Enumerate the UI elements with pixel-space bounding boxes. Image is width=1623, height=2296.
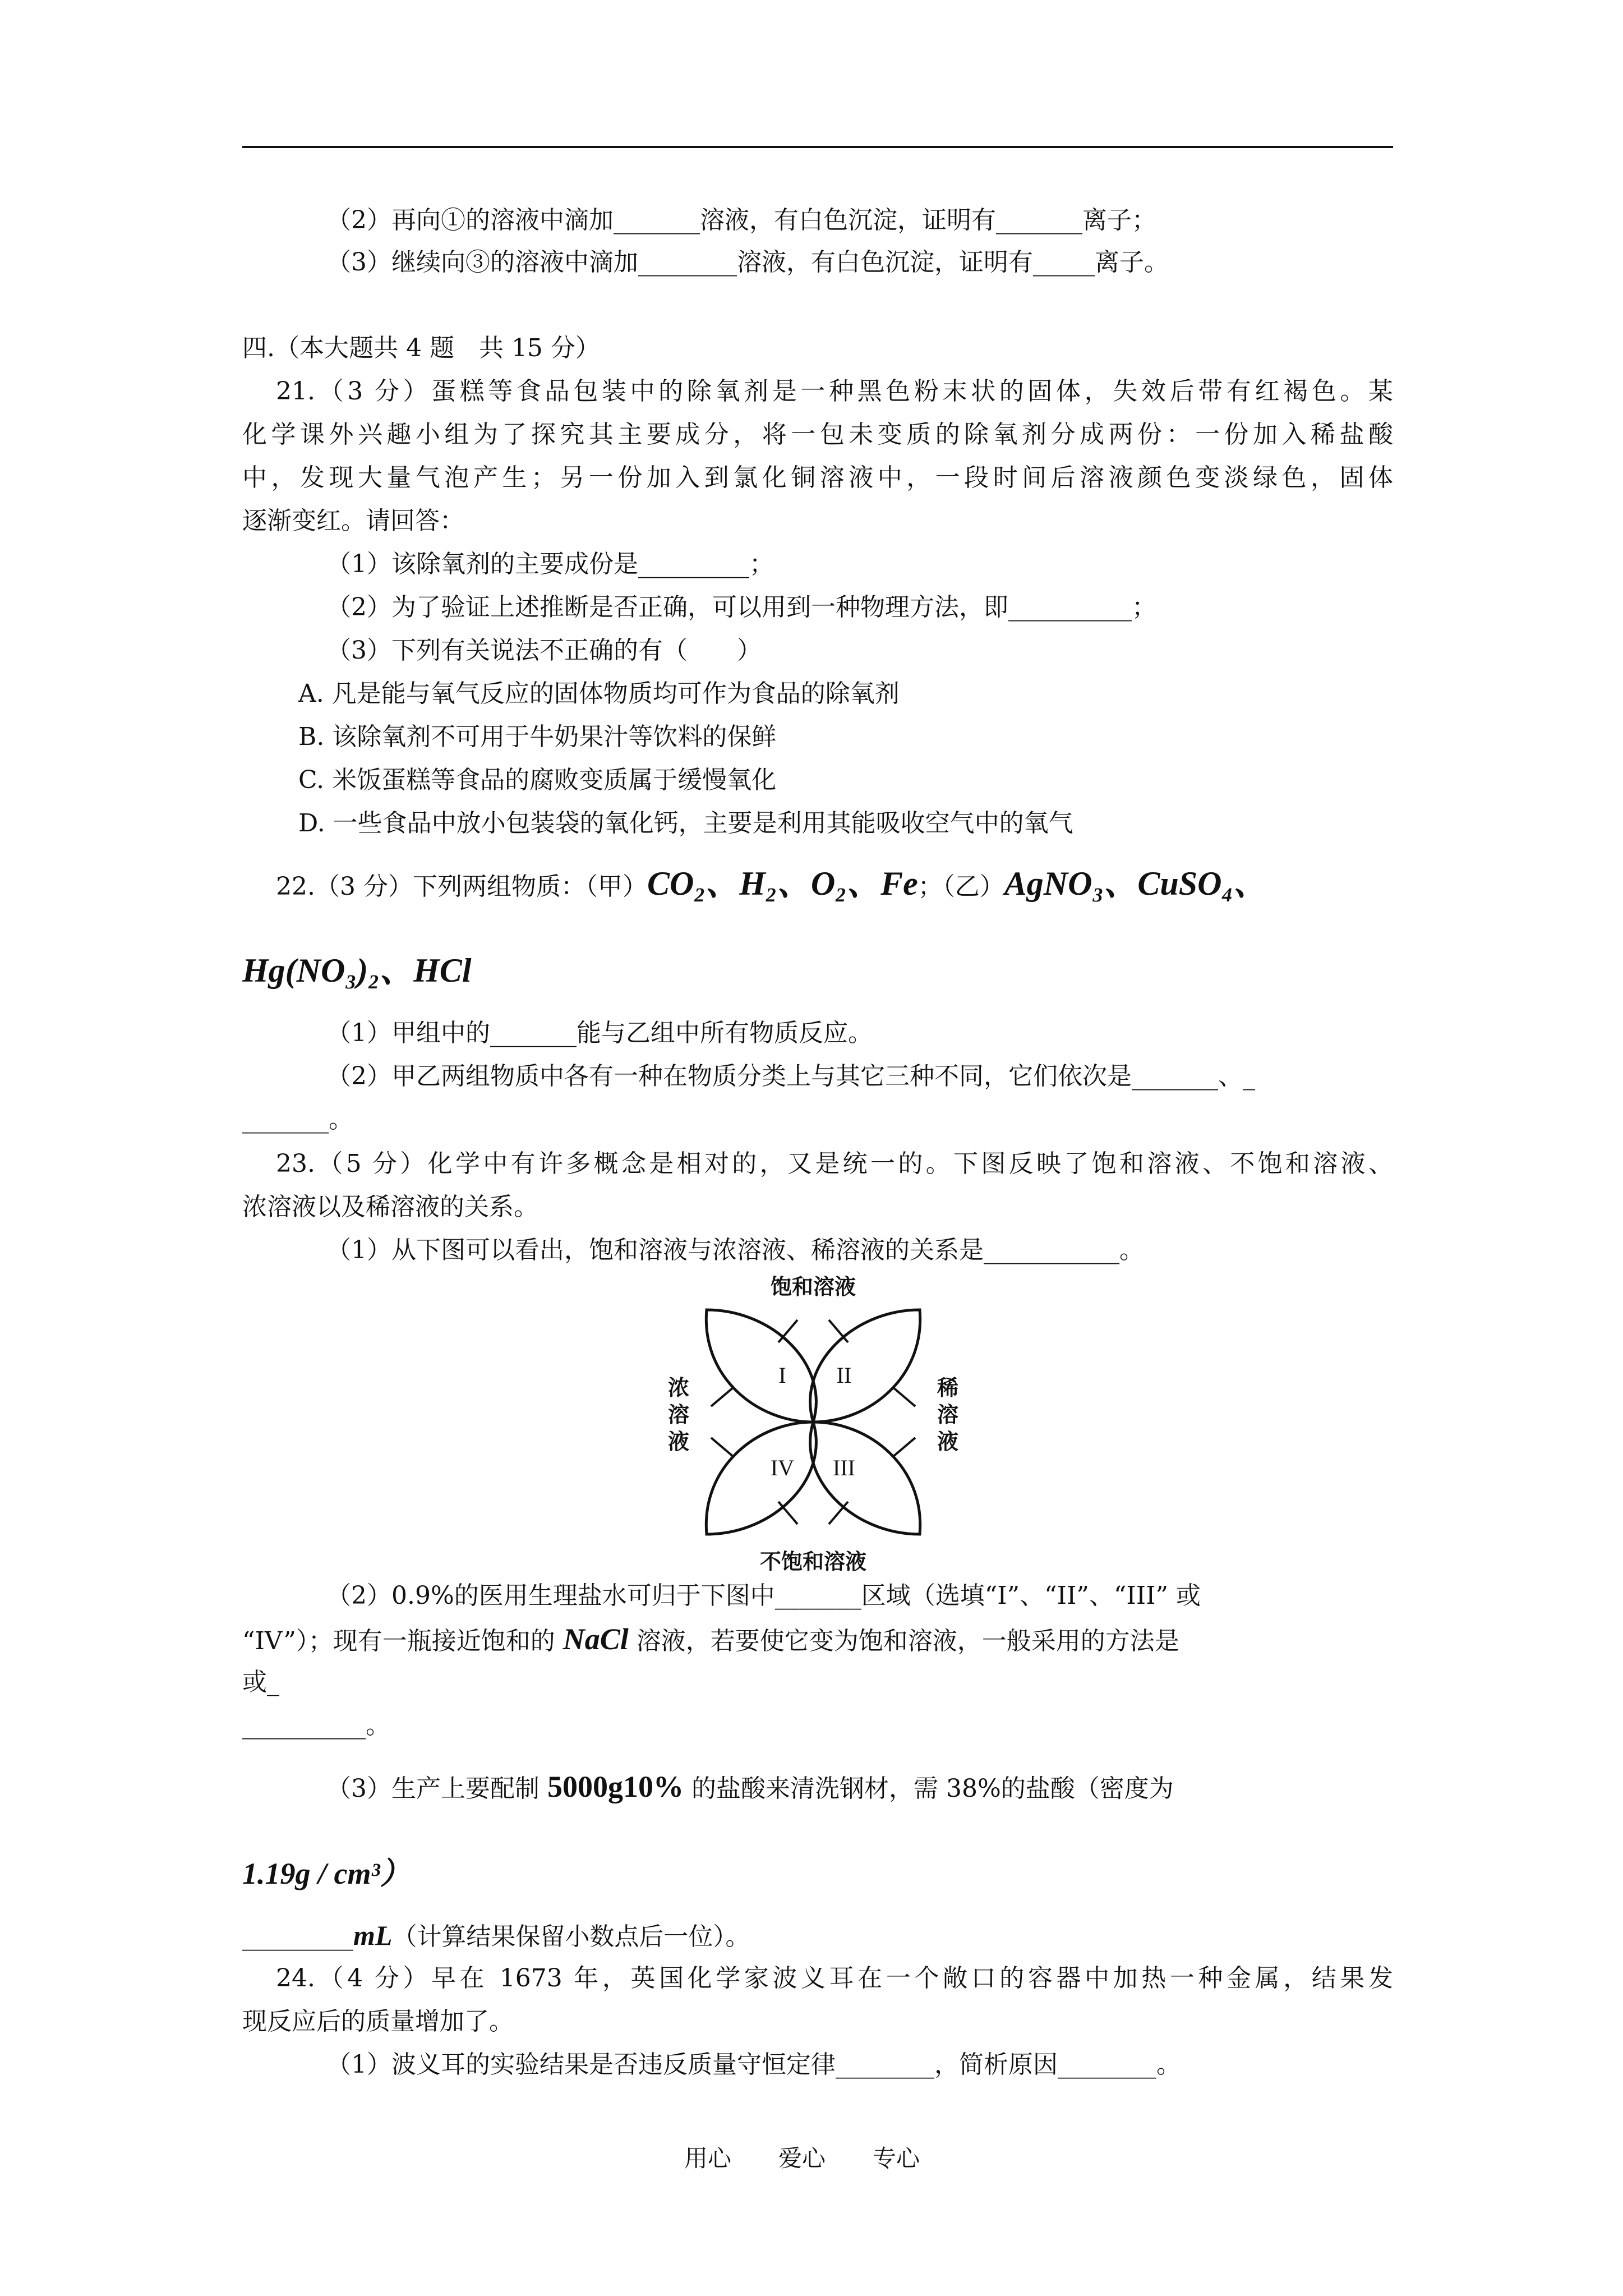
label-concentrated-3: 液 — [667, 1429, 690, 1454]
question-21-stem: 中，发现大量气泡产生；另一份加入到氯化铜溶液中，一段时间后溶液颜色变淡绿色，固体 — [242, 463, 1393, 492]
question-23-part-3 — [326, 1767, 1477, 1806]
question-22-stem — [276, 861, 1427, 906]
density-value — [242, 1851, 1393, 1896]
leaf-bottom-right — [810, 1422, 920, 1534]
option-b: B. 该除氧剂不可用于牛奶果汁等饮料的保鲜 — [298, 723, 777, 751]
region-iii: III — [833, 1455, 855, 1480]
region-ii: II — [836, 1363, 852, 1388]
group-yi-label: ；（乙） — [917, 872, 1004, 901]
label-concentrated-1: 浓 — [667, 1375, 690, 1400]
label-dilute-2: 溶 — [937, 1402, 959, 1427]
section-heading: 四.（本大题共 4 题 共 15 分） — [242, 334, 600, 362]
answer-blank: _________ — [242, 1922, 353, 1951]
question-24-part-1: （1）波义耳的实验结果是否违反质量守恒定律________，简析原因________。 — [326, 2050, 1181, 2079]
label-concentrated-2: 溶 — [667, 1402, 690, 1427]
leaf-top-right — [810, 1310, 920, 1422]
group-yi-formulas: AgNO₃、CuSO₄、 — [1004, 865, 1267, 902]
option-c: C. 米饭蛋糕等食品的腐败变质属于缓慢氧化 — [298, 766, 777, 794]
diagram-outline — [706, 1310, 920, 1534]
question-24-stem: 现反应后的质量增加了。 — [242, 2007, 514, 2036]
question-22-formulas — [242, 948, 1393, 993]
question-23-part-3-answer — [242, 1918, 1393, 1952]
header-rule — [242, 146, 1393, 148]
text-span: 溶液，若要使它变为饱和溶液，一般采用的方法是 — [628, 1627, 1179, 1655]
text-span: （计算结果保留小数点后一位）。 — [392, 1922, 750, 1951]
question-23-stem: 浓溶液以及稀溶液的关系。 — [242, 1193, 538, 1221]
text-line: （2）再向①的溶液中滴加_______溶液，有白色沉淀，证明有_______离子； — [326, 206, 1156, 234]
question-22-intro: 22.（3 分）下列两组物质：（甲） — [276, 872, 647, 901]
question-23-part-1: （1）从下图可以看出，饱和溶液与浓溶液、稀溶液的关系是___________。 — [326, 1236, 1144, 1264]
region-i: I — [778, 1363, 786, 1388]
question-22-part-2: （2）甲乙两组物质中各有一种在物质分类上与其它三种不同，它们依次是_______、_ — [326, 1062, 1255, 1091]
question-23-part-2: （2）0.9%的医用生理盐水可归于下图中_______区域（选填“I”、“II”、“III” 或 — [326, 1581, 1201, 1610]
leaf-top-left — [706, 1310, 816, 1422]
question-23-part-2-cont: 或_ — [242, 1668, 279, 1696]
label-dilute-1: 稀 — [937, 1375, 959, 1400]
question-23-part-2-cont — [242, 1622, 1393, 1656]
density-text: 1.19g / cm³） — [242, 1857, 411, 1890]
group-yi-formulas-cont: Hg(NO₃)₂、HCl — [242, 952, 472, 989]
question-24-stem: 24.（4 分）早在 1673 年，英国化学家波义耳在一个敞口的容器中加热一种金属，结果发 — [276, 1964, 1393, 1993]
text-span: “IV”）；现有一瓶接近饱和的 — [242, 1627, 563, 1655]
unit-ml: mL — [353, 1920, 393, 1951]
text-span: 的盐酸来清洗钢材，需 38%的盐酸（密度为 — [683, 1774, 1174, 1803]
mass-concentration: 5000g10% — [547, 1770, 684, 1803]
question-23-part-2-cont: __________。 — [242, 1711, 390, 1740]
option-a: A. 凡是能与氧气反应的固体物质均可作为食品的除氧剂 — [298, 679, 900, 708]
question-21-stem: 21.（3 分）蛋糕等食品包装中的除氧剂是一种黑色粉末状的固体，失效后带有红褐色。某 — [276, 377, 1393, 406]
label-unsaturated: 不饱和溶液 — [759, 1549, 867, 1573]
group-jia-formulas: CO₂、H₂、O₂、Fe — [647, 865, 918, 902]
question-22-part-2-cont: _______。 — [242, 1105, 353, 1134]
question-21-stem: 化学课外兴趣小组为了探究其主要成分，将一包未变质的除氧剂分成两份：一份加入稀盐酸 — [242, 420, 1393, 449]
label-dilute-3: 液 — [937, 1429, 959, 1454]
option-d: D. 一些食品中放小包装袋的氧化钙，主要是利用其能吸收空气中的氧气 — [298, 809, 1073, 838]
region-iv: IV — [770, 1455, 795, 1480]
question-22-part-1: （1）甲组中的_______能与乙组中所有物质反应。 — [326, 1019, 873, 1047]
formula-nacl: NaCl — [562, 1622, 629, 1656]
question-21-part-2: （2）为了验证上述推断是否正确，可以用到一种物理方法，即__________； — [326, 593, 1156, 622]
question-21-stem: 逐渐变红。请回答： — [242, 507, 464, 535]
question-23-stem: 23.（5 分）化学中有许多概念是相对的，又是统一的。下图反映了饱和溶液、不饱和溶液、 — [276, 1149, 1393, 1178]
leaf-bottom-left — [706, 1422, 816, 1534]
label-saturated: 饱和溶液 — [770, 1274, 856, 1299]
question-21-part-1: （1）该除氧剂的主要成份是_________； — [326, 550, 774, 578]
page-footer: 用心 爱心 专心 — [684, 2145, 920, 2172]
text-line: （3）继续向③的溶液中滴加________溶液，有白色沉淀，证明有_____离子。 — [326, 248, 1169, 277]
solution-relationship-diagram — [662, 1271, 965, 1573]
question-21-part-3: （3）下列有关说法不正确的有（ ） — [326, 636, 762, 665]
text-span: （3）生产上要配制 — [326, 1774, 547, 1803]
